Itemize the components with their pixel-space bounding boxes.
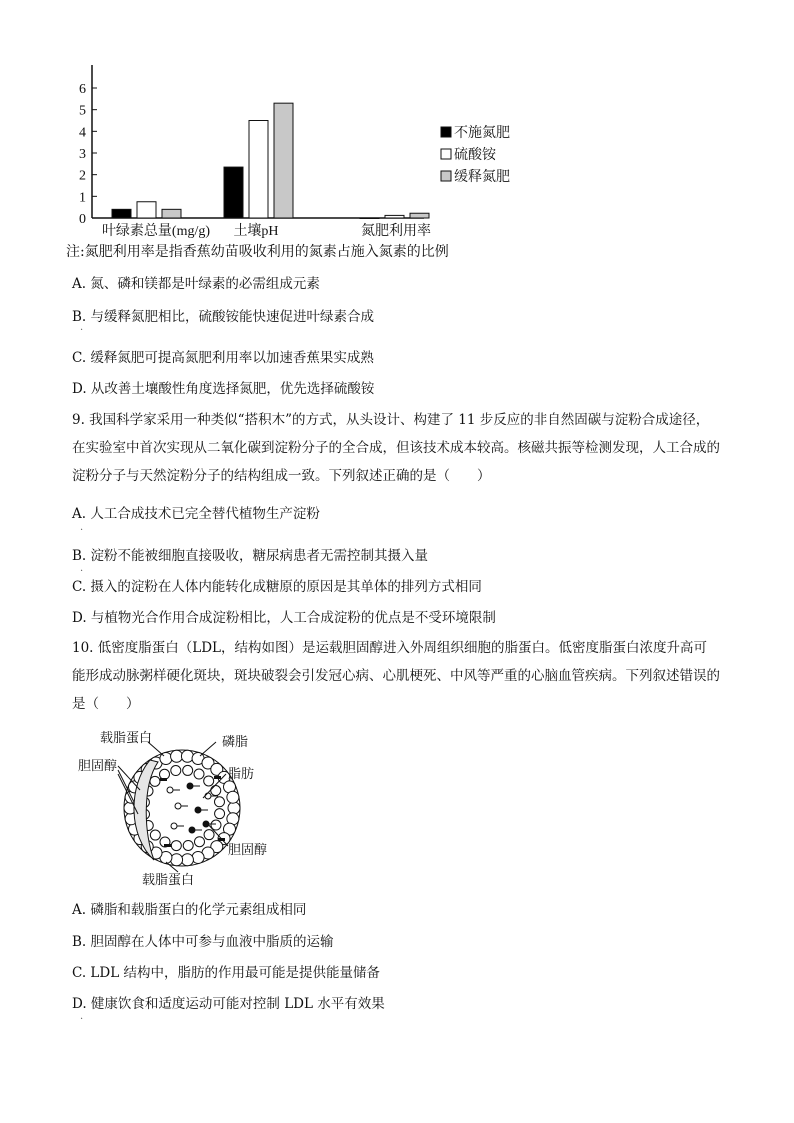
bar — [410, 213, 429, 218]
ldl-particle — [124, 750, 240, 866]
label-fat: 脂肪 — [228, 767, 255, 782]
q8-option-b: B. 与缓释氮肥相比，硫酸铵能快速促进叶绿素合成 — [72, 309, 375, 325]
phospholipid-head — [204, 776, 214, 786]
core-lipid — [205, 793, 211, 799]
phospholipid-head — [227, 791, 239, 803]
bar — [360, 218, 379, 219]
q8-option-d: D. 从改善土壤酸性角度选择氮肥，优先选择硫酸铵 — [72, 381, 375, 397]
q9-option-c: C. 摄入的淀粉在人体内能转化成糖原的原因是其单体的排列方式相同 — [72, 579, 482, 595]
core-lipid — [187, 783, 193, 789]
core-lipid — [171, 823, 177, 829]
phospholipid-head — [211, 786, 221, 796]
bar — [112, 209, 131, 218]
bar — [249, 121, 268, 219]
bar — [137, 202, 156, 218]
bar — [385, 215, 404, 218]
chart-x-labels — [102, 222, 431, 239]
legend-label: 缓释氮肥 — [454, 170, 510, 185]
x-tick-label: 叶绿素总量(mg/g) — [101, 224, 211, 239]
phospholipid-head — [183, 840, 193, 850]
phospholipid-head — [204, 830, 214, 840]
y-tick-label: 0 — [79, 212, 86, 227]
phospholipid-head — [150, 830, 160, 840]
phospholipid-head — [160, 769, 170, 779]
chart-bars — [112, 103, 429, 218]
label-cholesterol-left: 胆固醇 — [78, 759, 118, 774]
phospholipid-head — [171, 854, 183, 866]
bar — [162, 209, 181, 218]
chart-legend — [441, 125, 510, 185]
legend-label: 不施氮肥 — [454, 126, 510, 141]
legend-swatch — [441, 127, 451, 137]
phospholipid-head — [181, 750, 193, 762]
y-tick-label: 1 — [79, 190, 86, 206]
phospholipid-head — [194, 769, 204, 779]
phospholipid-head — [214, 797, 224, 807]
q10-stem: 10. 低密度脂蛋白（LDL，结构如图）是运载胆固醇进入外周组织细胞的脂蛋白。低密度脂蛋白浓度升高可能形成动脉粥样硬化斑块，斑块破裂会引发冠心病、心肌梗死、中风等严重的心脑血管疾病。下列叙述错误的是（ ） — [72, 640, 720, 712]
q10-option-d: D. 健康饮食和适度运动可能对控制 LDL 水平有效果 — [72, 996, 385, 1012]
phospholipid-head — [171, 766, 181, 776]
phospholipid-head — [194, 837, 204, 847]
q10-option-c: C. LDL 结构中，脂肪的作用最可能是提供能量储备 — [72, 965, 380, 981]
stray-mark: · — [80, 1014, 84, 1025]
legend-swatch — [441, 149, 451, 159]
y-tick-label: 3 — [79, 147, 86, 162]
y-tick-label: 4 — [79, 125, 86, 141]
q9-option-b: B. 淀粉不能被细胞直接吸收，糖尿病患者无需控制其摄入量 — [72, 548, 429, 564]
bar — [274, 103, 293, 218]
core-lipid — [189, 827, 195, 833]
y-tick-label: 2 — [79, 168, 86, 184]
chart-note: 注:氮肥利用率是指香蕉幼苗吸收利用的氮素占施入氮素的比例 — [66, 244, 449, 260]
q10-option-a: A. 磷脂和载脂蛋白的化学元素组成相同 — [72, 902, 307, 918]
ldl-structure-figure — [78, 726, 308, 888]
x-tick-label: 氮肥利用率 — [361, 224, 431, 239]
legend-swatch — [441, 171, 451, 181]
y-tick-label: 5 — [79, 103, 86, 119]
phospholipid-head — [192, 851, 204, 863]
phospholipid-head — [171, 841, 181, 851]
stray-mark: · — [80, 525, 84, 536]
core-lipid — [167, 787, 173, 793]
label-apolipoprotein-bottom: 载脂蛋白 — [142, 873, 195, 888]
core-lipid — [195, 807, 201, 813]
q8-option-a: A. 氮、磷和镁都是叶绿素的必需组成元素 — [72, 276, 320, 292]
label-phospholipid: 磷脂 — [222, 735, 249, 750]
x-tick-label: 土壤pH — [233, 224, 279, 239]
core-lipid — [175, 803, 181, 809]
bar-chart — [70, 55, 540, 265]
q8-option-c: C. 缓释氮肥可提高氮肥利用率以加速香蕉果实成熟 — [72, 350, 374, 366]
phospholipid-head — [171, 750, 183, 762]
q9-option-a: A. 人工合成技术已完全替代植物生产淀粉 — [72, 506, 320, 522]
phospholipid-head — [183, 765, 193, 775]
stray-mark: · — [80, 566, 84, 577]
y-tick-label: 6 — [79, 82, 86, 97]
phospholipid-head — [215, 809, 225, 819]
label-cholesterol-right: 胆固醇 — [228, 843, 268, 858]
phospholipid-head — [228, 802, 240, 814]
stray-mark: · — [80, 325, 84, 336]
q9-option-d: D. 与植物光合作用合成淀粉相比，人工合成淀粉的优点是不受环境限制 — [72, 610, 496, 626]
legend-label: 硫酸铵 — [454, 148, 496, 163]
cholesterol-mark — [160, 778, 167, 781]
q9-stem: 9. 我国科学家采用一种类似“搭积木”的方式，从头设计、构建了 11 步反应的非自然固碳与淀粉合成途径，在实验室中首次实现从二氧化碳到淀粉分子的全合成，但该技术成本较高。核磁共振等检测发现，人工合成的淀粉分子与天然淀粉分子的结构组成一致。下列叙述正确的是（ ） — [72, 412, 720, 484]
q10-option-b: B. 胆固醇在人体中可参与血液中脂质的运输 — [72, 934, 334, 950]
phospholipid-head — [150, 776, 160, 786]
bar — [224, 167, 243, 218]
phospholipid-head — [181, 854, 193, 866]
cholesterol-mark — [214, 776, 221, 779]
cholesterol-mark — [164, 844, 171, 847]
label-apolipoprotein-top: 载脂蛋白 — [100, 731, 153, 746]
